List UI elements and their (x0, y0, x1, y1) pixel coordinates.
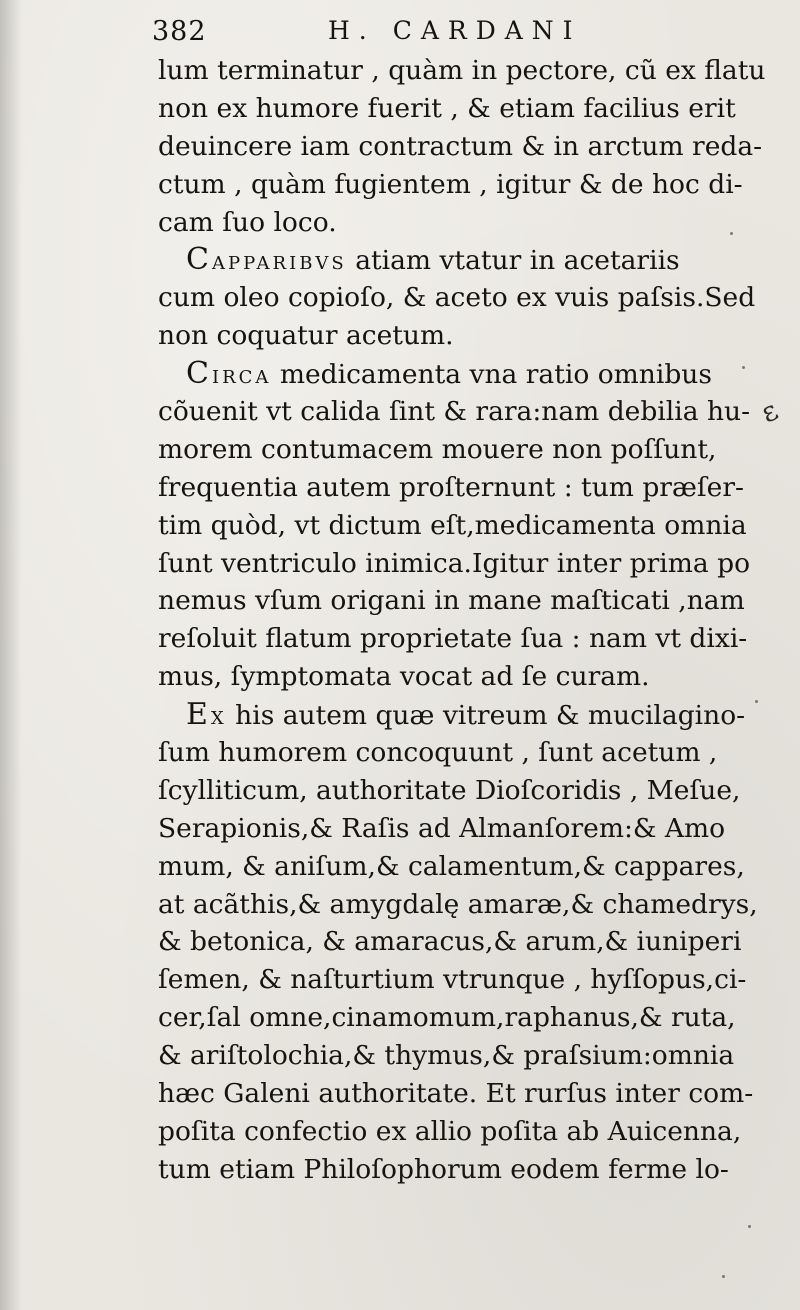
line-text: deuincere iam contractum & in arctum reda- (158, 130, 763, 162)
text-line (158, 90, 768, 128)
line-text: mus, ſymptomata vocat ad ſe curam. (158, 661, 650, 693)
text-line (158, 696, 768, 734)
line-text: ſcylliticum, authoritate Dioſcoridis , Meſue, (158, 774, 741, 806)
text-line (158, 355, 768, 393)
text-line (158, 961, 768, 999)
text-line (158, 886, 768, 924)
text-line (158, 431, 768, 469)
line-text: ſunt ventriculo inimica.Igitur inter prima po (158, 547, 751, 579)
small-caps-initial: C (186, 356, 212, 392)
text-line (158, 923, 768, 961)
line-text: lum terminatur , quàm in pectore, cũ ex flatu (158, 55, 766, 86)
line-text: ſum humorem concoquunt , ſunt acetum , (158, 737, 718, 769)
line-text: his autem quæ vitreum & mucilagino- (226, 700, 746, 732)
paper-speck (755, 700, 758, 703)
text-line (158, 772, 768, 810)
small-caps-rest: X (210, 708, 227, 730)
paper-speck (722, 1275, 725, 1278)
line-text: Serapionis,& Raſis ad Almanſorem:& Amo (158, 812, 726, 844)
small-caps-lead (186, 697, 227, 733)
text-line (158, 810, 768, 848)
line-text: hæc Galeni authoritate. Et rurſus inter com- (158, 1078, 754, 1110)
text-line (158, 241, 768, 279)
paper-speck (742, 366, 745, 369)
line-text: nemus vſum origani in mane maſticati ,nam (158, 585, 745, 617)
gutter-shadow (0, 0, 22, 1310)
line-text: tim quòd, vt dictum eſt,medicamenta omnia (158, 509, 747, 541)
line-text: at acãthis,& amygdalę amaræ,& chamedrys, (158, 888, 758, 920)
running-head: H. CARDANI (328, 16, 582, 45)
body-text (158, 52, 768, 1189)
text-line (158, 1113, 768, 1151)
line-text: tum etiam Philoſophorum eodem ferme lo- (158, 1153, 729, 1185)
line-text: cum oleo copioſo, & aceto ex vuis paſsis.Sed (158, 282, 756, 314)
line-text: ctum , quàm fugientem , igitur & de hoc di- (158, 168, 743, 200)
small-caps-initial: C (186, 242, 212, 278)
text-line (158, 658, 768, 696)
text-line (158, 279, 768, 317)
text-line (158, 1151, 768, 1189)
line-text: non ex humore fuerit , & etiam facilius erit (158, 92, 736, 124)
text-line (158, 469, 768, 507)
line-text: cõuenit vt calida ſint & rara:nam debilia hu- (158, 396, 751, 428)
line-text: morem contumacem mouere non poſſunt, (158, 433, 717, 465)
text-line (158, 582, 768, 620)
line-text: ſemen, & naſturtium vtrunque , hyſſopus,ci- (158, 964, 747, 996)
line-text: cer,ſal omne,cinamomum,raphanus,& ruta, (158, 1002, 736, 1034)
line-text: frequentia autem proſternunt : tum præſer- (158, 471, 744, 503)
text-line (158, 128, 768, 166)
small-caps-lead (186, 356, 272, 392)
small-caps-lead (186, 242, 347, 278)
page-header (150, 14, 750, 54)
text-line (158, 1075, 768, 1113)
line-text: & betonica, & amaracus,& arum,& iuniperi (158, 926, 742, 958)
text-line (158, 507, 768, 545)
text-line (158, 1037, 768, 1075)
text-line (158, 166, 768, 204)
line-text: medicamenta vna ratio omnibus (271, 359, 712, 391)
line-text: cam ſuo loco. (158, 206, 337, 238)
text-line (158, 620, 768, 658)
text-line (158, 204, 768, 242)
line-text: atiam vtatur in acetariis (346, 245, 680, 277)
text-line (158, 545, 768, 583)
line-text: poſita confectio ex allio poſita ab Auicenna, (158, 1115, 742, 1147)
paper-speck (748, 1225, 751, 1228)
text-line (158, 52, 768, 90)
text-line (158, 393, 768, 431)
small-caps-rest: IRCA (211, 367, 272, 389)
line-text: mum, & aniſum,& calamentum,& cappares, (158, 850, 745, 882)
text-line (158, 848, 768, 886)
text-line (158, 999, 768, 1037)
line-text: non coquatur acetum. (158, 320, 454, 352)
line-text: reſoluit flatum proprietate ſua : nam vt dixi- (158, 623, 748, 655)
paper-speck (730, 232, 733, 235)
line-text: & ariſtolochia,& thymus,& praſsium:omnia (158, 1040, 735, 1072)
small-caps-initial: E (186, 697, 211, 733)
margin-mark: ɛ (755, 393, 783, 430)
text-line (158, 734, 768, 772)
small-caps-rest: APPARIBVS (211, 253, 347, 275)
text-line (158, 317, 768, 355)
page-number: 382 (152, 16, 207, 47)
